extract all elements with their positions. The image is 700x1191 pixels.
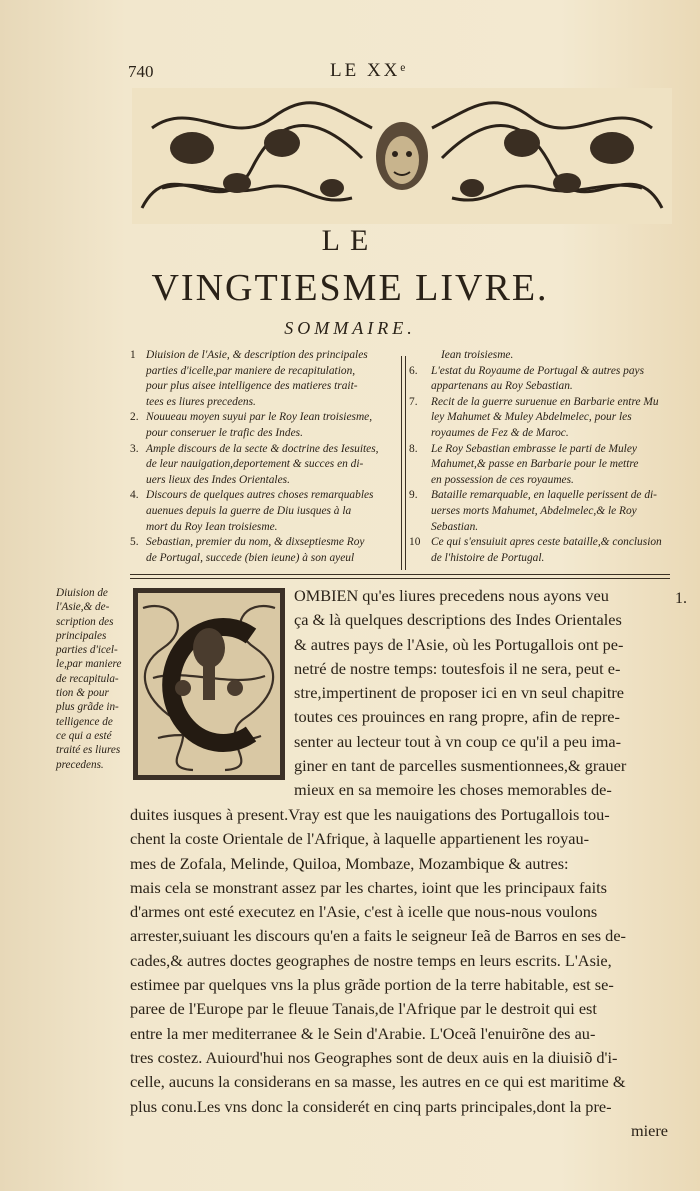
body-text-full [130, 803, 668, 1143]
summary-entry [409, 535, 671, 566]
entry-number: 7. [409, 395, 418, 408]
body-line: OMBIEN qu'es liures precedens nous ayons veu [294, 586, 609, 605]
note-line: Diuision de [56, 587, 108, 599]
entry-number: 10 [409, 536, 421, 549]
summary-entry [130, 535, 398, 566]
entry-line: pour plus aisee intelligence des matieres trait- [146, 380, 358, 393]
note-line: traité es liures [56, 744, 121, 757]
note-line: precedens. [56, 758, 104, 771]
body-line: d'armes ont esté executez en l'Asie, c'est à icelle que nous-nous voulons [130, 902, 598, 922]
body-line: chent la coste Orientale de l'Afrique, à laquelle appartienent les royau- [130, 829, 590, 849]
note-line: ce qui a esté [56, 729, 112, 742]
entry-line: royaumes de Fez & de Maroc. [431, 426, 569, 439]
entry-number: 3. [130, 442, 139, 455]
body-line: mes de Zofala, Melinde, Quiloa, Mombaze, Mozambique & autres: [130, 853, 569, 873]
entry-line: Ample discours de la secte & doctrine des Iesuites, [146, 442, 379, 455]
entry-number: 9. [409, 489, 418, 502]
entry-line: auenues depuis la guerre de Diu iusques à la [146, 504, 352, 517]
ornamental-headpiece [132, 88, 672, 224]
page-number: 740 [128, 62, 154, 81]
entry-line: Diuision de l'Asie, & description des principales [146, 349, 368, 361]
running-head: LE XXᵉ [330, 60, 409, 81]
summary-entry [409, 395, 671, 442]
note-line: telligence de [56, 715, 113, 728]
entry-line: Mahumet,& passe en Barbarie pour le mettre [431, 458, 639, 471]
note-line: l'Asie,& de- [56, 601, 110, 614]
entry-number: 4. [130, 489, 139, 502]
book-title-livre: VINGTIESME LIVRE. [151, 267, 549, 309]
entry-line: tees es liures precedens. [146, 395, 256, 408]
body-line: giner en tant de parcelles susmentionnees,& grauer [294, 756, 627, 776]
entry-number: 1 [130, 349, 136, 361]
note-line: plus grãde in- [56, 701, 119, 714]
entry-line: Bataille remarquable, en laquelle perissent de di- [431, 489, 657, 502]
note-line: de recapitula- [56, 672, 119, 685]
entry-number: 6. [409, 364, 418, 377]
body-line: toutes ces prouinces en rang propre, afin de repre- [294, 707, 620, 727]
summary-entry [409, 348, 671, 364]
note-line: scription des [56, 615, 114, 628]
note-line: parties d'icel- [56, 644, 118, 657]
body-line: netré de nostre temps: toutesfois il ne sera, peut e- [294, 658, 621, 678]
summary-entry [130, 348, 398, 410]
summary-entry [130, 410, 398, 441]
entry-line: de l'histoire de Portugal. [431, 551, 545, 564]
summary-right-column [409, 348, 671, 566]
body-line: mieux en sa memoire les choses memorables de- [294, 780, 612, 800]
entry-line: uerses morts Mahumet, Abdelmelec,& le Roy [431, 504, 637, 517]
summary-entry [409, 488, 671, 535]
body-text-indented [294, 584, 626, 803]
entry-line: uers lieux des Indes Orientales. [146, 473, 290, 486]
sommaire-heading: SOMMAIRE. [284, 318, 416, 338]
body-line: celle, aucuns la considerans en sa masse, les autres en ce qui est maritime & [130, 1072, 626, 1092]
entry-line: ley Mahumet & Muley Abdelmelec, pour les [431, 411, 632, 424]
summary-left-column [130, 348, 398, 566]
note-line: principales [56, 629, 107, 642]
entry-line: appartenans au Roy Sebastian. [431, 380, 573, 393]
entry-line: L'estat du Royaume de Portugal & autres pays [431, 364, 645, 377]
entry-line: Ce qui s'ensuiuit apres ceste bataille,& conclusion [431, 536, 662, 549]
margin-number: 1. [675, 590, 687, 607]
entry-line: Sebastian. [431, 520, 479, 533]
entry-number: 5. [130, 536, 139, 549]
entry-line: pour conseruer le trafic des Indes. [146, 426, 303, 439]
body-line: duites iusques à present.Vray est que les nauigations des Portugallois tou- [130, 805, 610, 824]
section-rule [130, 578, 670, 579]
body-line: & autres pays de l'Asie, où les Portugallois ont pe- [294, 634, 624, 654]
summary-entry [130, 488, 398, 535]
marginal-note [56, 586, 121, 772]
catchword: miere [630, 1120, 668, 1140]
summary-entry [130, 442, 398, 489]
body-line: tres costez. Auiourd'hui nos Geographes sont de deux auis en la diuisiõ d'i- [130, 1047, 618, 1067]
note-line: tion & pour [56, 687, 109, 700]
book-title-le: LE [321, 224, 379, 257]
body-line: cades,& autres doctes geographes de nostre temps en leurs escrits. L'Asie, [130, 950, 612, 970]
entry-number: 8. [409, 442, 418, 455]
section-rule [130, 574, 670, 575]
body-line: stre,impertinent de proposer ici en vn seul chapitre [294, 683, 625, 703]
summary-entry [409, 364, 671, 395]
entry-line: de leur nauigation,deportement & succes en di- [146, 458, 364, 471]
entry-line: Discours de quelques autres choses remarquables [146, 489, 374, 502]
entry-line: parties d'icelle,par maniere de recapitulation, [146, 364, 356, 377]
summary-entry [409, 442, 671, 489]
body-line: plus conu.Les vns donc la considerét en cinq parts principales,dont la pre- [130, 1096, 612, 1116]
decorated-initial-c [133, 588, 285, 780]
body-line: paree de l'Europe par le fleuue Tanais,de l'Afrique par le destroit qui est [130, 999, 597, 1019]
entry-line: Recit de la guerre suruenue en Barbarie entre Mu [431, 395, 659, 408]
body-line: estimee par quelques vns la plus grãde portion de la terre habitable, est se- [130, 975, 614, 995]
entry-line: Le Roy Sebastian embrasse le parti de Muley [431, 442, 637, 455]
entry-line: mort du Roy Iean troisiesme. [146, 520, 278, 533]
entry-line: Sebastian, premier du nom, & dixseptiesme Roy [146, 536, 365, 549]
body-line: entre la mer mediterranee & le Sein d'Arabie. L'Oceã l'enuirõne des au- [130, 1023, 596, 1043]
note-line: le,par maniere [56, 658, 122, 671]
body-line: arrester,suiuant les discours qu'en a faits le seigneur Ieã de Barros en ses de- [130, 926, 626, 946]
body-line: senter au lecteur tout à vn coup ce qu'il a peu ima- [294, 731, 622, 751]
entry-line: en possession de ces royaumes. [431, 473, 574, 486]
entry-line: Iean troisiesme. [441, 349, 514, 361]
entry-line: Nouueau moyen suyui par le Roy Iean troisiesme, [146, 411, 373, 424]
entry-line: de Portugal, succede (bien ieune) à son ayeul [146, 551, 355, 564]
body-line: ça & là quelques descriptions des Indes Orientales [294, 610, 622, 630]
column-divider [401, 356, 406, 570]
body-line: mais cela se monstrant assez par les chartes, ioint que les principaux faits [130, 877, 607, 897]
entry-number: 2. [130, 411, 139, 424]
